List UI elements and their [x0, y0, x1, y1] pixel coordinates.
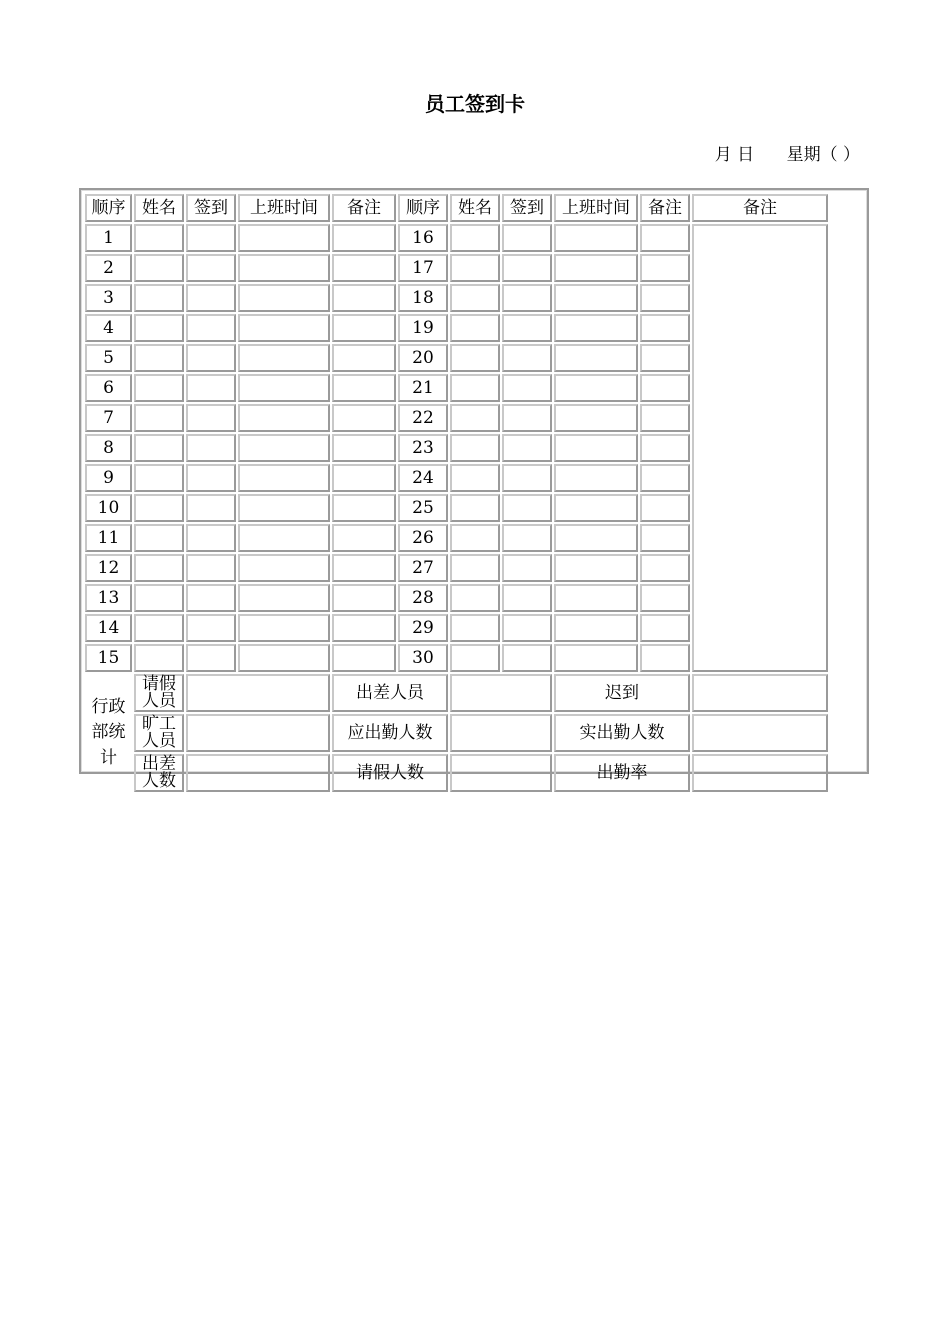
entry-cell[interactable] [502, 554, 552, 582]
entry-cell[interactable] [186, 614, 236, 642]
row-number: 22 [398, 404, 448, 432]
column-header: 签到 [186, 194, 236, 222]
entry-cell[interactable] [332, 404, 396, 432]
entry-cell[interactable] [186, 284, 236, 312]
entry-cell[interactable] [450, 404, 500, 432]
entry-cell[interactable] [450, 254, 500, 282]
row-number: 6 [85, 374, 132, 402]
entry-cell[interactable] [332, 494, 396, 522]
entry-cell[interactable] [554, 554, 638, 582]
entry-cell[interactable] [238, 584, 330, 612]
entry-cell[interactable] [238, 314, 330, 342]
stats-label: 出差人员 [332, 674, 448, 712]
entry-cell[interactable] [332, 554, 396, 582]
entry-cell[interactable] [186, 554, 236, 582]
entry-cell[interactable] [332, 224, 396, 252]
entry-cell[interactable] [640, 554, 690, 582]
entry-cell[interactable] [502, 374, 552, 402]
row-number: 19 [398, 314, 448, 342]
entry-cell[interactable] [554, 524, 638, 552]
entry-cell[interactable] [554, 254, 638, 282]
entry-cell[interactable] [640, 464, 690, 492]
row-number: 7 [85, 404, 132, 432]
entry-cell[interactable] [134, 344, 184, 372]
entry-cell[interactable] [332, 434, 396, 462]
entry-cell[interactable] [450, 524, 500, 552]
entry-cell[interactable] [640, 284, 690, 312]
entry-cell[interactable] [238, 284, 330, 312]
entry-cell[interactable] [640, 314, 690, 342]
entry-cell[interactable] [640, 644, 690, 672]
row-number: 27 [398, 554, 448, 582]
entry-cell[interactable] [134, 524, 184, 552]
entry-cell[interactable] [554, 434, 638, 462]
row-number: 11 [85, 524, 132, 552]
stats-value[interactable] [186, 714, 330, 752]
row-number: 1 [85, 224, 132, 252]
stats-label: 请假人数 [332, 754, 448, 792]
stats-value[interactable] [692, 754, 828, 792]
entry-cell[interactable] [186, 524, 236, 552]
entry-cell[interactable] [134, 314, 184, 342]
table-row [85, 224, 828, 252]
entry-cell[interactable] [450, 554, 500, 582]
column-header: 备注 [692, 194, 828, 222]
entry-cell[interactable] [502, 614, 552, 642]
entry-cell[interactable] [554, 584, 638, 612]
row-number: 18 [398, 284, 448, 312]
entry-cell[interactable] [332, 314, 396, 342]
entry-cell[interactable] [450, 344, 500, 372]
entry-cell[interactable] [238, 374, 330, 402]
row-number: 13 [85, 584, 132, 612]
day-label: 日 [737, 145, 755, 165]
entry-cell[interactable] [502, 584, 552, 612]
entry-cell[interactable] [450, 374, 500, 402]
row-number: 12 [85, 554, 132, 582]
entry-cell[interactable] [134, 464, 184, 492]
stats-group-label: 行政部统计 [91, 696, 126, 768]
stats-label: 出勤率 [554, 754, 690, 792]
row-number: 5 [85, 344, 132, 372]
stats-row [85, 674, 828, 712]
entry-cell[interactable] [502, 524, 552, 552]
entry-cell[interactable] [238, 644, 330, 672]
month-label: 月 [714, 145, 732, 165]
column-header: 备注 [332, 194, 396, 222]
entry-cell[interactable] [238, 464, 330, 492]
entry-cell[interactable] [186, 434, 236, 462]
entry-cell[interactable] [502, 254, 552, 282]
row-number: 3 [85, 284, 132, 312]
stats-value[interactable] [450, 714, 552, 752]
entry-cell[interactable] [502, 344, 552, 372]
entry-cell[interactable] [640, 584, 690, 612]
row-number: 4 [85, 314, 132, 342]
attendance-table [79, 188, 869, 791]
entry-cell[interactable] [554, 224, 638, 252]
entry-cell[interactable] [134, 434, 184, 462]
entry-cell[interactable] [450, 494, 500, 522]
entry-cell[interactable] [554, 344, 638, 372]
entry-cell[interactable] [238, 404, 330, 432]
entry-cell[interactable] [134, 614, 184, 642]
entry-cell[interactable] [332, 644, 396, 672]
stats-value[interactable] [186, 754, 330, 792]
entry-cell[interactable] [640, 434, 690, 462]
entry-cell[interactable] [640, 404, 690, 432]
entry-cell[interactable] [186, 374, 236, 402]
entry-cell[interactable] [554, 494, 638, 522]
entry-cell[interactable] [554, 284, 638, 312]
entry-cell[interactable] [640, 254, 690, 282]
entry-cell[interactable] [640, 224, 690, 252]
stats-row [85, 714, 828, 752]
remarks-cell[interactable] [692, 224, 828, 672]
entry-cell[interactable] [238, 224, 330, 252]
row-number: 2 [85, 254, 132, 282]
stats-label: 请假人员 [134, 674, 184, 712]
weekday-label: 星期（ ） [786, 145, 860, 165]
stats-label: 旷工人员 [134, 714, 184, 752]
entry-cell[interactable] [332, 284, 396, 312]
row-number: 30 [398, 644, 448, 672]
entry-cell[interactable] [554, 374, 638, 402]
entry-cell[interactable] [134, 644, 184, 672]
entry-cell[interactable] [554, 404, 638, 432]
entry-cell[interactable] [332, 254, 396, 282]
entry-cell[interactable] [640, 614, 690, 642]
entry-cell[interactable] [186, 404, 236, 432]
row-number: 26 [398, 524, 448, 552]
row-number: 8 [85, 434, 132, 462]
entry-cell[interactable] [554, 614, 638, 642]
entry-cell[interactable] [502, 314, 552, 342]
entry-cell[interactable] [134, 284, 184, 312]
entry-cell[interactable] [134, 224, 184, 252]
entry-cell[interactable] [186, 644, 236, 672]
column-header: 备注 [640, 194, 690, 222]
entry-cell[interactable] [332, 464, 396, 492]
row-number: 23 [398, 434, 448, 462]
entry-cell[interactable] [502, 464, 552, 492]
entry-cell[interactable] [450, 614, 500, 642]
row-number: 10 [85, 494, 132, 522]
entry-cell[interactable] [332, 344, 396, 372]
entry-cell[interactable] [554, 644, 638, 672]
entry-cell[interactable] [640, 494, 690, 522]
entry-cell[interactable] [640, 374, 690, 402]
column-header: 签到 [502, 194, 552, 222]
column-header: 顺序 [398, 194, 448, 222]
stats-value[interactable] [692, 714, 828, 752]
entry-cell[interactable] [450, 644, 500, 672]
entry-cell[interactable] [502, 434, 552, 462]
entry-cell[interactable] [134, 254, 184, 282]
entry-cell[interactable] [186, 494, 236, 522]
entry-cell[interactable] [554, 464, 638, 492]
row-number: 28 [398, 584, 448, 612]
entry-cell[interactable] [134, 584, 184, 612]
entry-cell[interactable] [238, 554, 330, 582]
entry-cell[interactable] [186, 584, 236, 612]
entry-cell[interactable] [502, 494, 552, 522]
entry-cell[interactable] [332, 614, 396, 642]
entry-cell[interactable] [186, 224, 236, 252]
attendance-grid [83, 192, 830, 794]
entry-cell[interactable] [640, 524, 690, 552]
entry-cell[interactable] [332, 584, 396, 612]
entry-cell[interactable] [186, 344, 236, 372]
entry-cell[interactable] [238, 254, 330, 282]
entry-cell[interactable] [450, 584, 500, 612]
stats-value[interactable] [450, 754, 552, 792]
stats-label: 出差人数 [134, 754, 184, 792]
stats-row [85, 754, 828, 792]
row-number: 9 [85, 464, 132, 492]
column-header: 姓名 [134, 194, 184, 222]
page-title: 员工签到卡 [425, 92, 525, 116]
entry-cell[interactable] [238, 344, 330, 372]
row-number: 17 [398, 254, 448, 282]
column-header: 上班时间 [238, 194, 330, 222]
row-number: 29 [398, 614, 448, 642]
stats-value[interactable] [692, 674, 828, 712]
column-header: 上班时间 [554, 194, 638, 222]
entry-cell[interactable] [332, 374, 396, 402]
entry-cell[interactable] [134, 494, 184, 522]
entry-cell[interactable] [450, 224, 500, 252]
row-number: 14 [85, 614, 132, 642]
entry-cell[interactable] [238, 524, 330, 552]
row-number: 16 [398, 224, 448, 252]
entry-cell[interactable] [134, 374, 184, 402]
entry-cell[interactable] [640, 344, 690, 372]
entry-cell[interactable] [450, 464, 500, 492]
stats-label: 实出勤人数 [554, 714, 690, 752]
row-number: 24 [398, 464, 448, 492]
row-number: 15 [85, 644, 132, 672]
entry-cell[interactable] [502, 224, 552, 252]
entry-cell[interactable] [502, 284, 552, 312]
header-row [85, 194, 828, 222]
entry-cell[interactable] [238, 434, 330, 462]
stats-value[interactable] [186, 674, 330, 712]
entry-cell[interactable] [186, 314, 236, 342]
column-header: 姓名 [450, 194, 500, 222]
date-line [715, 140, 860, 165]
stats-label: 应出勤人数 [332, 714, 448, 752]
entry-cell[interactable] [450, 434, 500, 462]
entry-cell[interactable] [238, 494, 330, 522]
entry-cell[interactable] [502, 644, 552, 672]
entry-cell[interactable] [554, 314, 638, 342]
entry-cell[interactable] [450, 284, 500, 312]
entry-cell[interactable] [332, 524, 396, 552]
entry-cell[interactable] [238, 614, 330, 642]
entry-cell[interactable] [134, 404, 184, 432]
column-header: 顺序 [85, 194, 132, 222]
entry-cell[interactable] [186, 254, 236, 282]
stats-value[interactable] [450, 674, 552, 712]
entry-cell[interactable] [450, 314, 500, 342]
stats-label: 迟到 [554, 674, 690, 712]
row-number: 21 [398, 374, 448, 402]
entry-cell[interactable] [502, 404, 552, 432]
row-number: 25 [398, 494, 448, 522]
entry-cell[interactable] [186, 464, 236, 492]
entry-cell[interactable] [134, 554, 184, 582]
row-number: 20 [398, 344, 448, 372]
